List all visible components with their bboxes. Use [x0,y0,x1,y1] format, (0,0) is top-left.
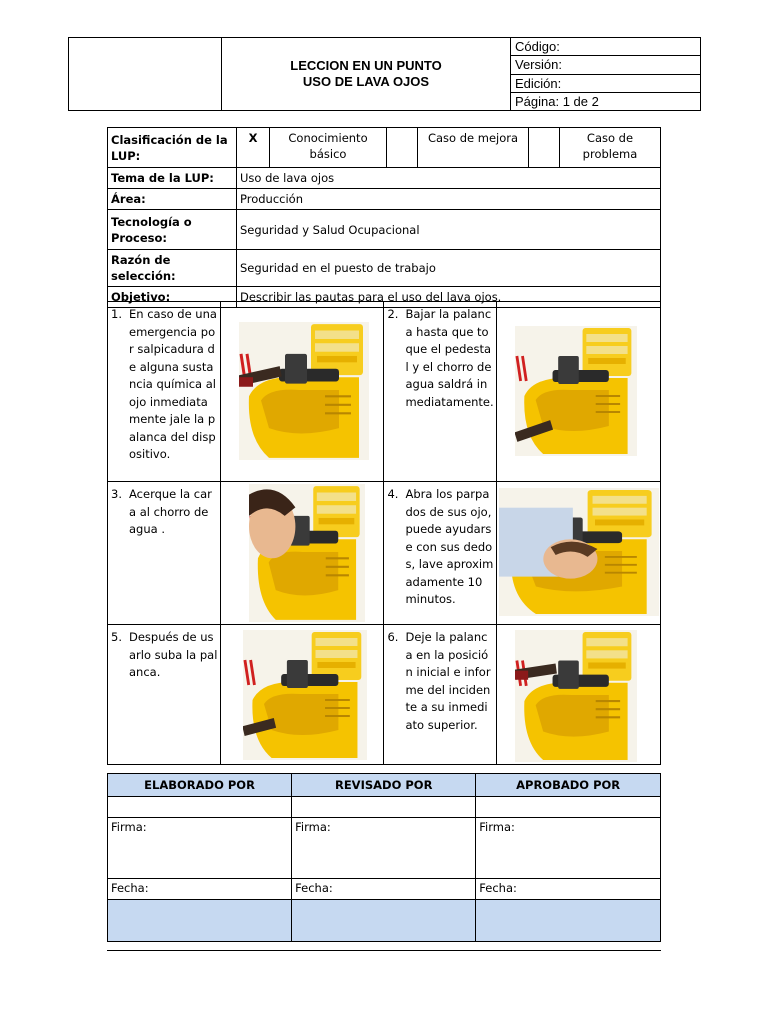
step-5-text: Después de usarlo suba la palanca. [129,630,218,679]
option-caso-problema: Caso de problema [560,128,661,168]
step-3 [108,482,221,625]
step-5 [108,625,221,765]
step-1-image-cell [220,302,384,482]
elaborado-footer [108,900,292,942]
codigo-field: Código: [511,38,701,56]
edicion-field: Edición: [511,74,701,92]
step-6-image-cell [497,625,661,765]
step-3-text: Acerque la cara al chorro de agua . [129,487,212,536]
aprobado-name[interactable] [476,797,661,818]
option-box-3 [529,128,560,168]
footer-divider [107,950,661,951]
step-5-number: 5. [111,630,122,644]
step-4-number: 4. [387,487,399,501]
approval-table [107,773,661,942]
step-4-text: Abra los parpados de sus ojo, puede ayudarse con sus dedos, lave aproximadamente 10 minutos. [405,487,494,606]
step-2-image-cell [497,302,661,482]
tecnologia-value: Seguridad y Salud Ocupacional [237,210,661,250]
elaborado-name[interactable] [108,797,292,818]
aprobado-firma: Firma: [476,818,661,879]
aprobado-footer [476,900,661,942]
title-line-2: USO DE LAVA OJOS [302,74,430,89]
face-near-eyewash-photo [249,484,365,622]
razon-value: Seguridad en el puesto de trabajo [237,250,661,287]
razon-label: Razón de selección: [108,250,237,287]
aprobado-fecha: Fecha: [476,879,661,900]
area-value: Producción [237,189,661,210]
raise-lever-photo [243,630,367,760]
pagina-field: Página: 1 de 2 [511,92,701,110]
revisado-footer [292,900,476,942]
step-1-text: En caso de una emergencia por salpicadura de alguna sustancia química al ojo inmediatamente jale la palanca del dispositivo. [129,307,217,461]
eyewash-lever-down-photo [515,326,637,456]
aprobado-header: APROBADO POR [476,774,661,797]
step-6 [384,625,497,765]
washing-eyes-photo [499,488,659,616]
logo-cell [69,38,222,111]
tema-label: Tema de la LUP: [108,168,237,189]
elaborado-header: ELABORADO POR [108,774,292,797]
step-6-text: Deje la palanca en la posición inicial e informe del incidente a su inmediato superior. [405,630,491,732]
clasificacion-label: Clasificación de la LUP: [108,128,237,168]
step-6-number: 6. [387,630,399,644]
option-conocimiento: Conocimiento básico [270,128,387,168]
eyewash-pull-lever-photo [239,322,369,460]
revisado-firma: Firma: [292,818,476,879]
elaborado-fecha: Fecha: [108,879,292,900]
lever-initial-position-photo [515,630,637,762]
clasificacion-mark: X [237,128,270,168]
step-2 [384,302,497,482]
version-field: Versión: [511,56,701,74]
step-1-number: 1. [111,307,122,321]
lup-info-table [107,127,661,308]
title-line-1: LECCION EN UN PUNTO [290,58,442,73]
document-title [222,38,511,111]
objetivo-label: Objetivo: [108,287,237,308]
step-3-image-cell [220,482,384,625]
objetivo-value: Describir las pautas para el uso del lava ojos. [237,287,661,308]
revisado-name[interactable] [292,797,476,818]
step-4 [384,482,497,625]
revisado-fecha: Fecha: [292,879,476,900]
step-3-number: 3. [111,487,122,501]
step-5-image-cell [220,625,384,765]
elaborado-firma: Firma: [108,818,292,879]
steps-table [107,301,661,765]
area-label: Área: [108,189,237,210]
step-4-image-cell [497,482,661,625]
step-2-text: Bajar la palanca hasta que toque el pedestal y el chorro de agua saldrá inmediatamente. [405,307,494,409]
option-caso-mejora: Caso de mejora [418,128,529,168]
option-box-2 [387,128,418,168]
tecnologia-label: Tecnología o Proceso: [108,210,237,250]
document-header [68,37,701,111]
step-2-number: 2. [387,307,399,321]
revisado-header: REVISADO POR [292,774,476,797]
step-1 [108,302,221,482]
tema-value: Uso de lava ojos [237,168,661,189]
